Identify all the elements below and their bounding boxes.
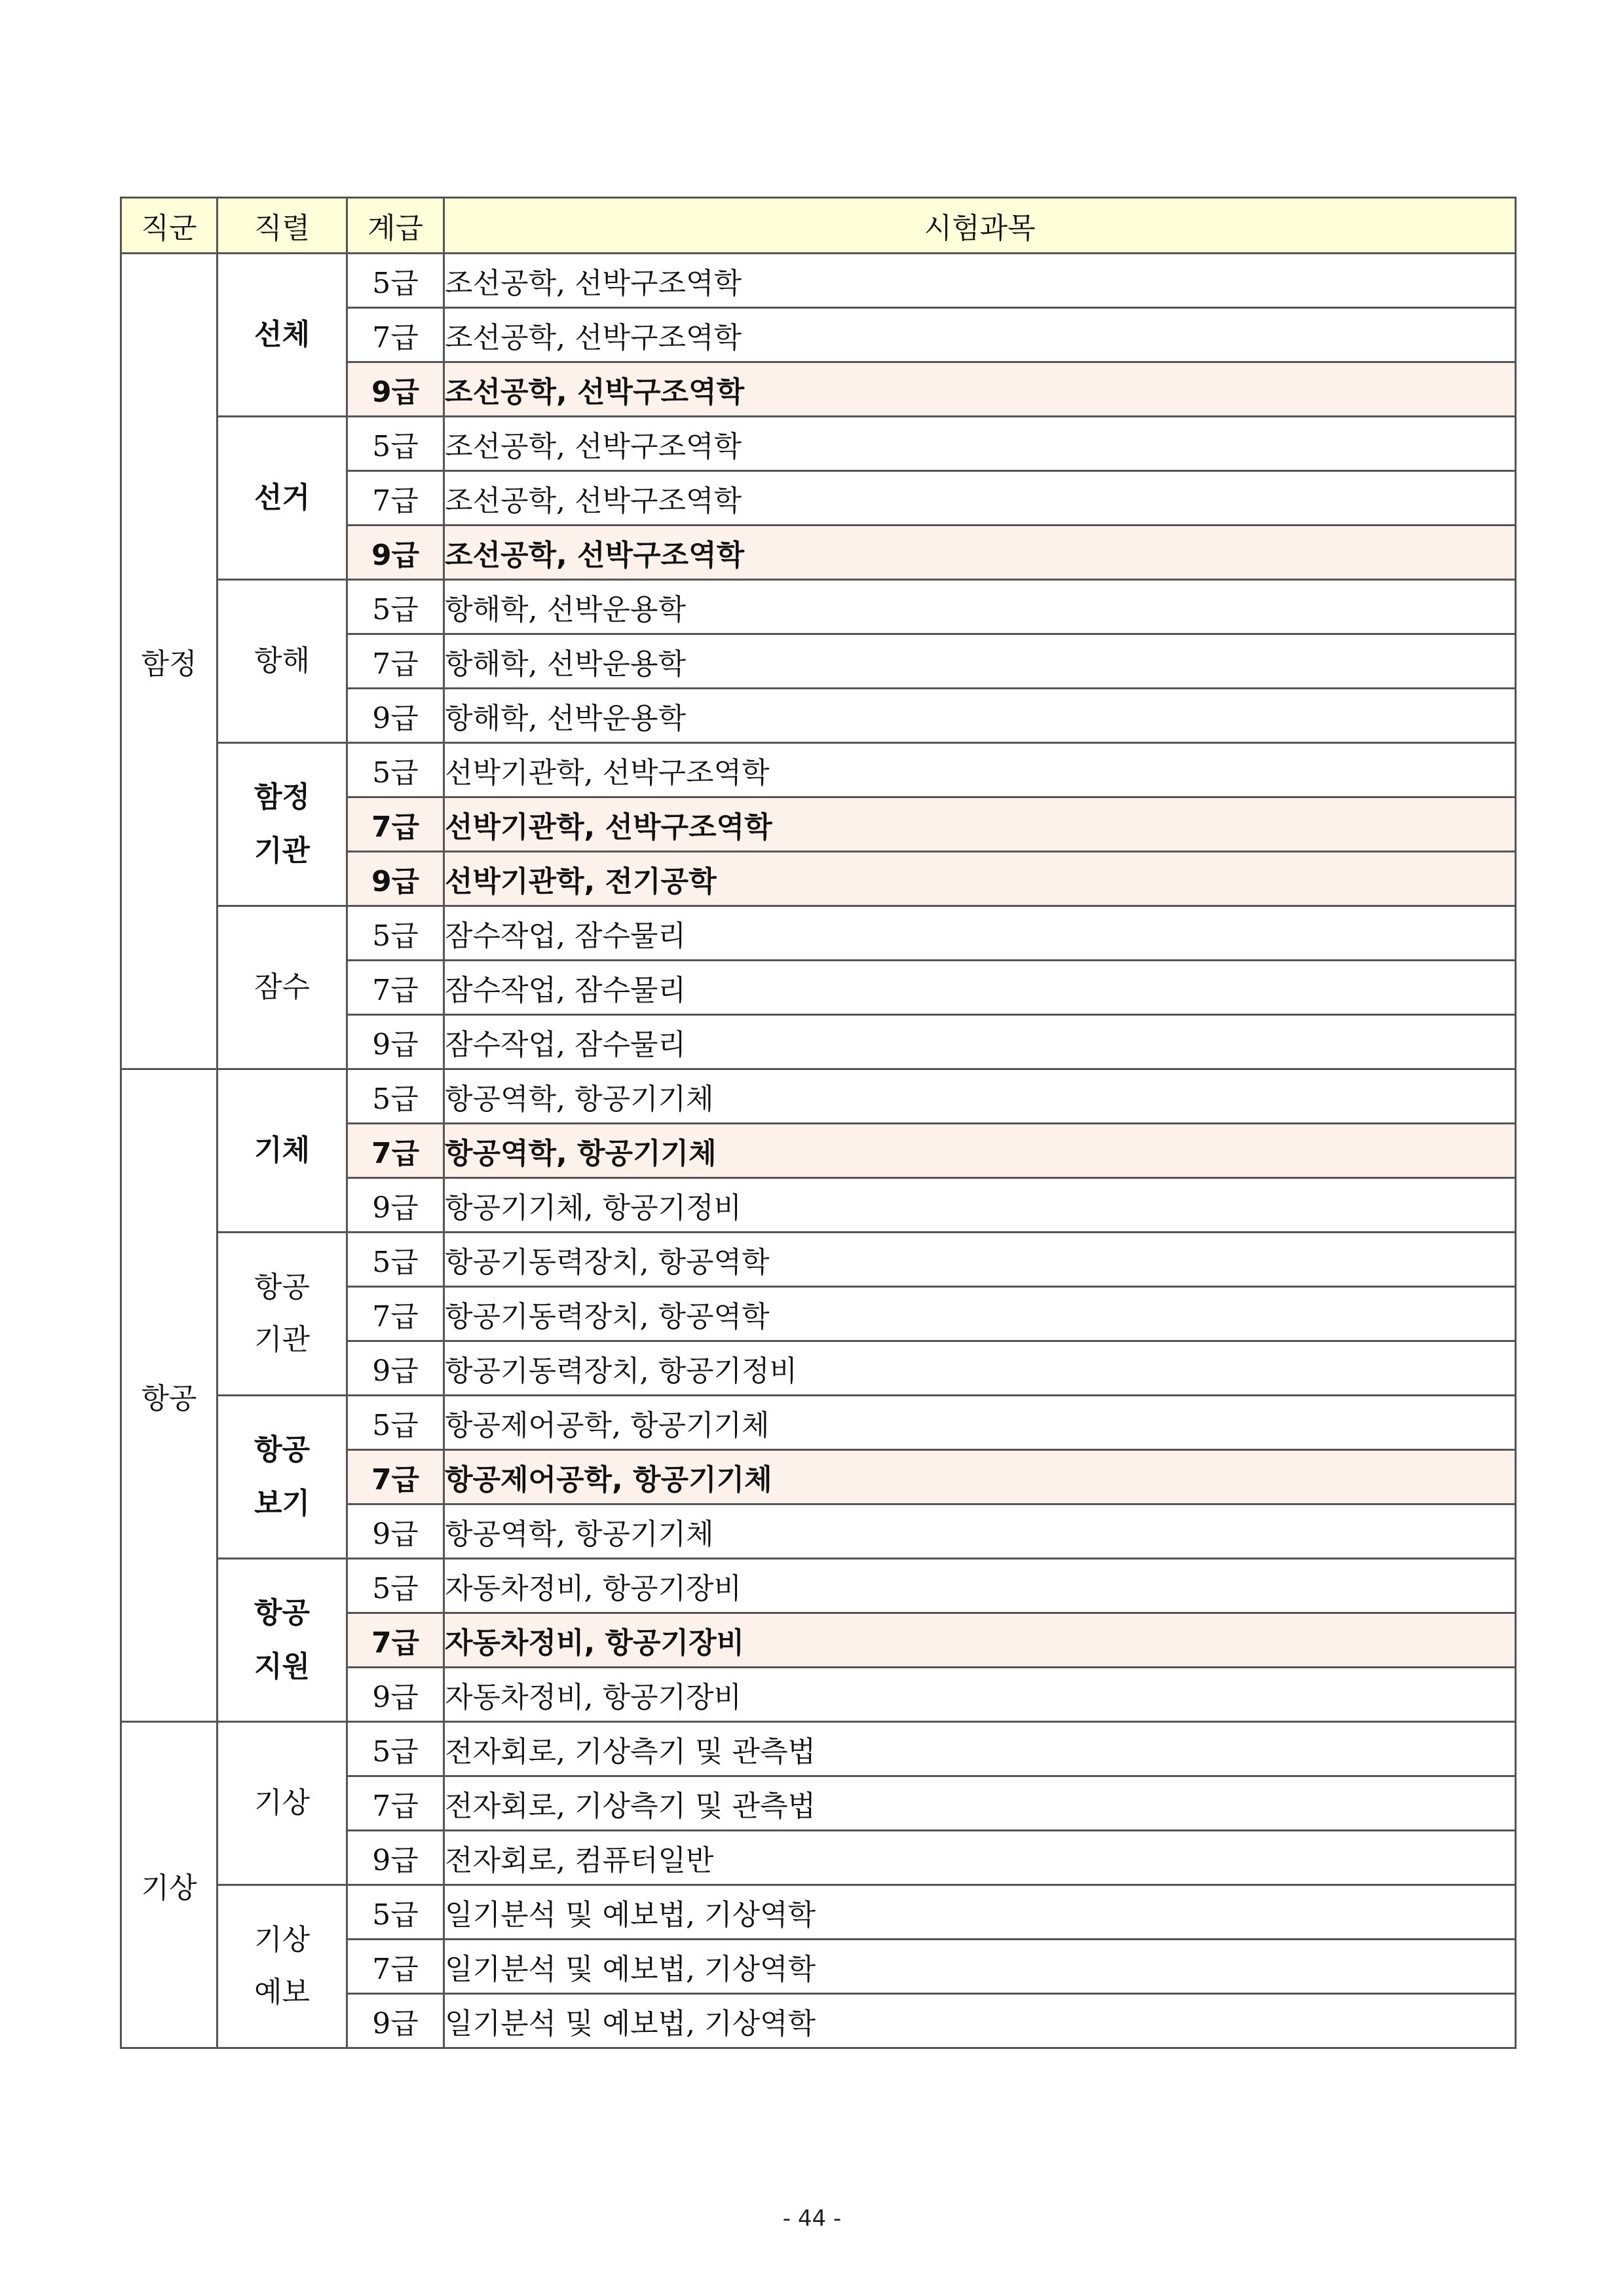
grade-cell: 7급 xyxy=(347,1613,444,1668)
header-grade: 계급 xyxy=(347,198,444,254)
subject-cell: 선박기관학, 선박구조역학 xyxy=(444,743,1516,797)
subject-cell: 항공역학, 항공기기체 xyxy=(444,1069,1516,1124)
subject-cell: 잠수작업, 잠수물리 xyxy=(444,961,1516,1015)
subject-cell: 조선공학, 선박구조역학 xyxy=(444,254,1516,308)
subject-cell: 전자회로, 기상측기 및 관측법 xyxy=(444,1722,1516,1776)
header-subjects: 시험과목 xyxy=(444,198,1516,254)
subject-cell: 항공기기체, 항공기정비 xyxy=(444,1178,1516,1233)
grade-cell: 7급 xyxy=(347,308,444,362)
job-cell: 선거 xyxy=(217,417,347,580)
subject-cell: 항해학, 선박운용학 xyxy=(444,580,1516,634)
table-row xyxy=(121,1885,1516,1940)
grade-cell: 5급 xyxy=(347,417,444,471)
group-cell: 함정 xyxy=(121,254,217,1069)
grade-cell: 9급 xyxy=(347,1178,444,1233)
table-row xyxy=(121,1722,1516,1776)
grade-cell: 9급 xyxy=(347,526,444,580)
grade-cell: 9급 xyxy=(347,852,444,906)
subject-cell: 자동차정비, 항공기장비 xyxy=(444,1668,1516,1722)
subject-cell: 항해학, 선박운용학 xyxy=(444,634,1516,689)
subject-cell: 조선공학, 선박구조역학 xyxy=(444,471,1516,526)
subject-cell: 항공기동력장치, 항공역학 xyxy=(444,1233,1516,1287)
grade-cell: 5급 xyxy=(347,1396,444,1450)
grade-cell: 9급 xyxy=(347,362,444,417)
table-row xyxy=(121,906,1516,961)
subject-cell: 전자회로, 기상측기 및 관측법 xyxy=(444,1776,1516,1831)
subject-cell: 일기분석 및 예보법, 기상역학 xyxy=(444,1994,1516,2048)
subject-cell: 자동차정비, 항공기장비 xyxy=(444,1613,1516,1668)
job-cell: 선체 xyxy=(217,254,347,417)
grade-cell: 7급 xyxy=(347,1940,444,1994)
grade-cell: 5급 xyxy=(347,1722,444,1776)
grade-cell: 5급 xyxy=(347,254,444,308)
job-cell: 기상 예보 xyxy=(217,1885,347,2048)
grade-cell: 5급 xyxy=(347,1233,444,1287)
grade-cell: 5급 xyxy=(347,906,444,961)
grade-cell: 9급 xyxy=(347,1015,444,1069)
grade-cell: 9급 xyxy=(347,1994,444,2048)
job-cell: 함정 기관 xyxy=(217,743,347,906)
subject-cell: 항해학, 선박운용학 xyxy=(444,689,1516,743)
grade-cell: 7급 xyxy=(347,634,444,689)
grade-cell: 7급 xyxy=(347,1124,444,1178)
subject-cell: 선박기관학, 선박구조역학 xyxy=(444,797,1516,852)
grade-cell: 5급 xyxy=(347,1069,444,1124)
grade-cell: 5급 xyxy=(347,1559,444,1613)
grade-cell: 9급 xyxy=(347,1341,444,1396)
subject-cell: 항공기동력장치, 항공역학 xyxy=(444,1287,1516,1341)
job-cell: 항공 보기 xyxy=(217,1396,347,1559)
job-cell: 잠수 xyxy=(217,906,347,1069)
job-cell: 항공 기관 xyxy=(217,1233,347,1396)
table-row xyxy=(121,1069,1516,1124)
job-cell: 항해 xyxy=(217,580,347,743)
header-job: 직렬 xyxy=(217,198,347,254)
subject-cell: 항공기동력장치, 항공기정비 xyxy=(444,1341,1516,1396)
table-row xyxy=(121,1233,1516,1287)
subject-cell: 잠수작업, 잠수물리 xyxy=(444,1015,1516,1069)
subject-cell: 일기분석 및 예보법, 기상역학 xyxy=(444,1885,1516,1940)
subject-cell: 조선공학, 선박구조역학 xyxy=(444,362,1516,417)
table-header-row xyxy=(121,198,1516,254)
job-cell: 기상 xyxy=(217,1722,347,1885)
subject-cell: 전자회로, 컴퓨터일반 xyxy=(444,1831,1516,1885)
grade-cell: 5급 xyxy=(347,580,444,634)
table-row xyxy=(121,1559,1516,1613)
subject-cell: 선박기관학, 전기공학 xyxy=(444,852,1516,906)
subject-cell: 항공역학, 항공기기체 xyxy=(444,1504,1516,1559)
subject-cell: 항공역학, 항공기기체 xyxy=(444,1124,1516,1178)
grade-cell: 5급 xyxy=(347,1885,444,1940)
subject-cell: 잠수작업, 잠수물리 xyxy=(444,906,1516,961)
grade-cell: 5급 xyxy=(347,743,444,797)
table-row xyxy=(121,254,1516,308)
subject-cell: 조선공학, 선박구조역학 xyxy=(444,526,1516,580)
table-row xyxy=(121,743,1516,797)
grade-cell: 7급 xyxy=(347,1287,444,1341)
exam-subjects-table xyxy=(120,197,1517,2049)
subject-cell: 일기분석 및 예보법, 기상역학 xyxy=(444,1940,1516,1994)
grade-cell: 7급 xyxy=(347,961,444,1015)
group-cell: 항공 xyxy=(121,1069,217,1722)
subject-cell: 자동차정비, 항공기장비 xyxy=(444,1559,1516,1613)
grade-cell: 7급 xyxy=(347,1450,444,1504)
subject-cell: 항공제어공학, 항공기기체 xyxy=(444,1450,1516,1504)
subject-cell: 항공제어공학, 항공기기체 xyxy=(444,1396,1516,1450)
grade-cell: 9급 xyxy=(347,1504,444,1559)
grade-cell: 9급 xyxy=(347,689,444,743)
job-cell: 항공 지원 xyxy=(217,1559,347,1722)
subject-cell: 조선공학, 선박구조역학 xyxy=(444,308,1516,362)
grade-cell: 9급 xyxy=(347,1831,444,1885)
header-group: 직군 xyxy=(121,198,217,254)
grade-cell: 7급 xyxy=(347,471,444,526)
job-cell: 기체 xyxy=(217,1069,347,1233)
page-number: - 44 - xyxy=(782,2206,842,2232)
table-row xyxy=(121,580,1516,634)
grade-cell: 7급 xyxy=(347,1776,444,1831)
table-row xyxy=(121,417,1516,471)
grade-cell: 9급 xyxy=(347,1668,444,1722)
grade-cell: 7급 xyxy=(347,797,444,852)
group-cell: 기상 xyxy=(121,1722,217,2048)
table-row xyxy=(121,1396,1516,1450)
subject-cell: 조선공학, 선박구조역학 xyxy=(444,417,1516,471)
